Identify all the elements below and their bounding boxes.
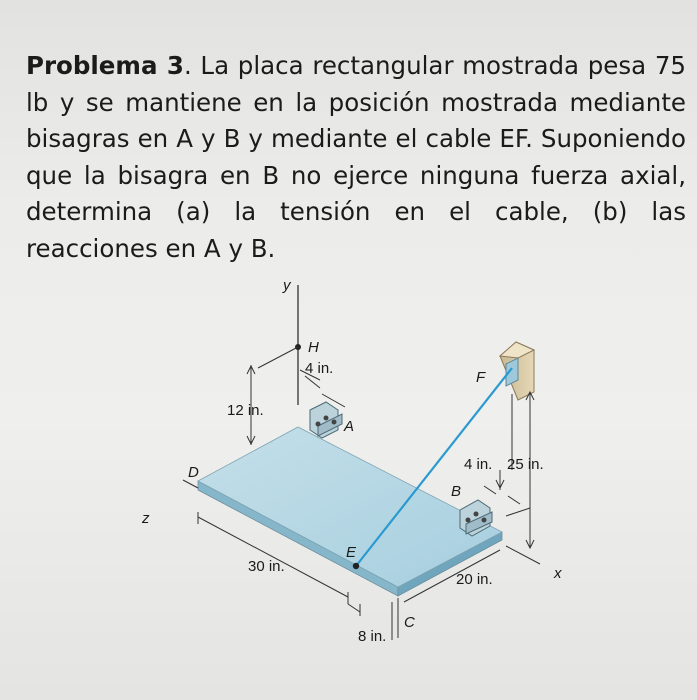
point-e-dot <box>353 563 359 569</box>
dim-12in: 12 in. <box>227 402 264 419</box>
point-e-label: E <box>346 544 357 561</box>
wall-bracket-f <box>500 342 534 400</box>
hinge-a <box>310 402 342 438</box>
point-c-label: C <box>404 614 415 631</box>
axis-y-label: y <box>283 277 291 294</box>
point-f-label: F <box>476 369 486 386</box>
problem-body: . La placa rectangular mostrada pesa 75 lb y se mantiene en la posición mostrada mediante bisagras en A y B y mediante el cable EF. Suponiendo que la bisagra en B no ejerce ninguna fuerza axial, determina (a) la tensión en el cable, (b) las reacciones en A y B. <box>26 51 687 263</box>
point-b-label: B <box>451 483 462 500</box>
dim-4in-top: 4 in. <box>305 360 334 377</box>
dim-30in: 30 in. <box>248 558 285 575</box>
problem-heading: Problema 3 <box>26 51 184 80</box>
dim-25in: 25 in. <box>507 456 544 473</box>
dim-20in: 20 in. <box>456 571 493 588</box>
dim-8in: 8 in. <box>358 628 387 645</box>
axis-x-label: x <box>554 565 562 582</box>
dim-4in-right: 4 in. <box>464 456 493 473</box>
point-d-label: D <box>188 464 199 481</box>
point-a-label: A <box>344 418 355 435</box>
axis-z-label: z <box>142 510 150 527</box>
point-h-label: H <box>308 339 319 356</box>
